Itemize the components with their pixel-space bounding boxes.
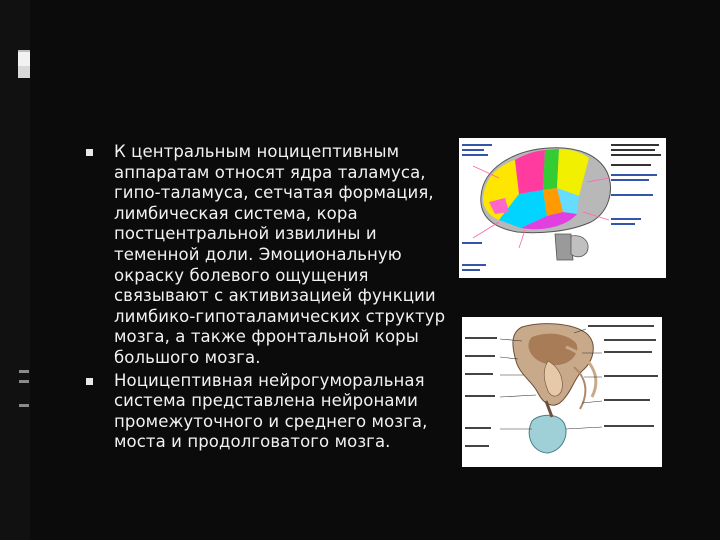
decorative-tick: [19, 380, 29, 383]
decorative-tick: [19, 370, 29, 373]
bullet-text: Ноцицептивная нейрогуморальная система представлена нейронами промежуточного и среднего мозга, моста и продолговатого мозга.: [114, 370, 428, 452]
decorative-block: [18, 66, 30, 78]
brain-areas-illustration: [459, 138, 666, 278]
decorative-line: [18, 50, 30, 52]
brain-lateral-view-picture: [459, 138, 666, 278]
bullet-item: [86, 142, 458, 369]
square-bullet-icon: [86, 149, 93, 156]
bullet-list: [86, 142, 458, 455]
bullet-item: [86, 371, 458, 453]
square-bullet-icon: [86, 378, 93, 385]
left-decorative-bar: [0, 0, 30, 540]
decorative-block: [18, 52, 30, 66]
hypothalamus-section-picture: [462, 317, 662, 467]
limbic-structures-illustration: [462, 317, 662, 467]
decorative-tick: [19, 404, 29, 407]
bullet-text: К центральным ноцицептивным аппаратам относят ядра таламуса, гипо-таламуса, сетчатая формация, лимбическая система, кора постцентральной извилины и теменной доли. Эмоциональную окраску болевого ощущения связывают с активизацией функции лимбико-гипоталамических структур мозга, а также фронтальной коры большого мозга.: [114, 142, 446, 367]
